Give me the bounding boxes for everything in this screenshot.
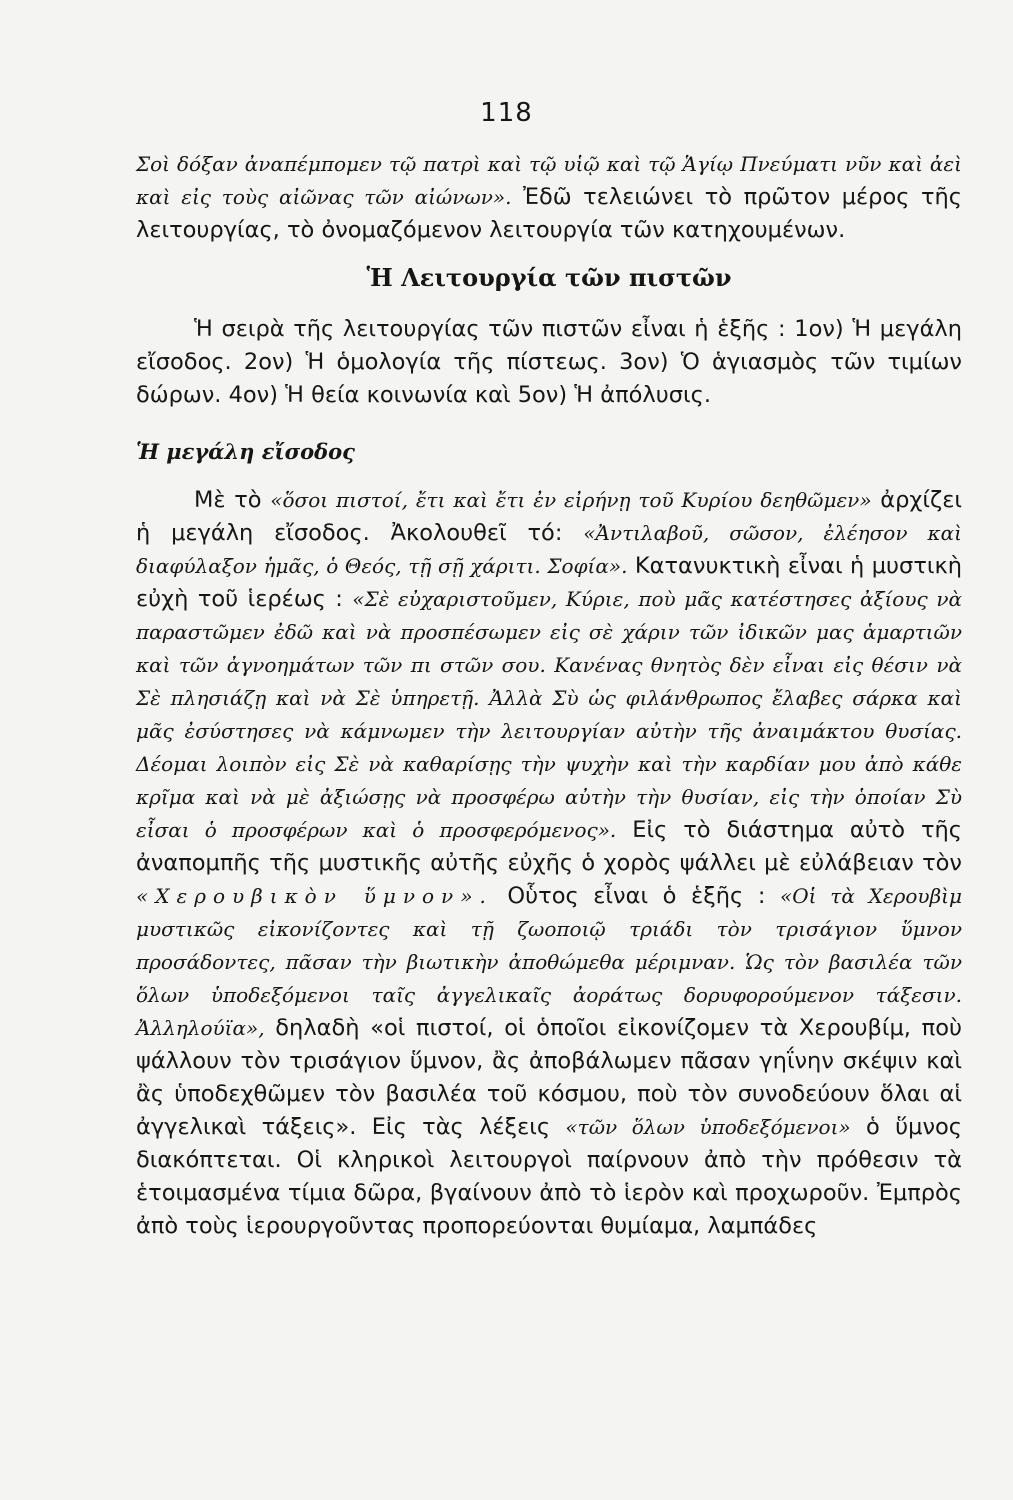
- page-body: [136, 148, 962, 1243]
- cherubic-hymn-text: «Οἱ τὰ Χερουβὶμ μυστικῶς εἰκονίζοντες καὶ τῇ ζωοποιῷ τριάδι τὸν τρισάγιον ὕμνον προσάδοντες, πᾶσαν τὴν βιωτικὴν ἀποθώμεθα μέριμναν. Ὡς τὸν βασιλέα τῶν ὅλων ὑποδεξόμενοι ταῖς ἀγγελικαῖς ἀοράτως δορυφορούμενον τάξεσιν. Ἀλληλούϊα»,: [136, 884, 962, 1040]
- doxology-quote: Σοὶ δόξαν ἀναπέμπομεν τῷ πατρὶ καὶ τῷ υἱῷ καὶ τῷ Ἁγίῳ Πνεύματι νῦν καὶ ἀεὶ καὶ εἰς τοὺς αἰῶνας τῶν αἰώνων».: [136, 152, 962, 209]
- section-heading-liturgy-of-faithful: Ἡ Λειτουργία τῶν πιστῶν: [366, 263, 732, 292]
- paragraph-catechumens-end: [136, 148, 962, 247]
- paragraph-text: Ἐδῶ τελειώνει τὸ πρῶτον μέρος τῆς λειτουργίας, τὸ ὀνομαζόμενον λειτουργία τῶν κατηχουμένων.: [136, 184, 962, 243]
- paragraph-great-entrance: [136, 484, 962, 1243]
- quote-italic: «ὅσοι πιστοί, ἔτι καὶ ἔτι ἐν εἰρήνῃ τοῦ Κυρίου δεηθῶμεν»: [270, 488, 872, 512]
- quote-italic: «τῶν ὅλων ὑποδεξόμενοι»: [565, 1115, 851, 1139]
- page-number: 118: [480, 98, 533, 128]
- paragraph-text: δηλαδὴ «οἱ πιστοί, οἱ ὁποῖοι εἰκονίζομεν τὰ Χερουβίμ, ποὺ ψάλλουν τὸν τρισάγιον ὕμνον, ἂς ἀποβάλωμεν πᾶσαν γηΐνην σκέψιν καὶ ἂς ὑποδεχθῶμεν τὸν βασιλέα τοῦ κόσμου, ποὺ τὸν συνοδεύουν ὅλαι αἱ ἀγγελικαὶ τάξεις». Εἰς τὰς λέξεις: [136, 1015, 962, 1140]
- paragraph-text: ὁ ὕμνος διακόπτεται. Οἱ κληρικοὶ λειτουργοὶ παίρνουν ἀπὸ τὴν πρόθεσιν τὰ ἑτοιμασμένα τίμια δῶρα, βγαίνουν ἀπὸ τὸ ἱερὸν καὶ προχωροῦν. Ἐμπρὸς ἀπὸ τοὺς ἱερουργοῦντας προπορεύονται θυμίαμα, λαμπάδες: [136, 1114, 962, 1239]
- paragraph-text: Εἰς τὸ διάστημα αὐτὸ τῆς ἀναπομπῆς τῆς μυστικῆς αὐτῆς εὐχῆς ὁ χορὸς ψάλλει μὲ εὐλάβειαν τὸν: [136, 817, 962, 876]
- paragraph-text: Μὲ τὸ: [194, 487, 271, 513]
- paragraph-order-of-liturgy: Ἡ σειρὰ τῆς λειτουργίας τῶν πιστῶν εἶναι ἡ ἑξῆς : 1ον) Ἡ μεγάλη εἴσοδος. 2ον) Ἡ ὁμολογία τῆς πίστεως. 3ον) Ὁ ἁγιασμὸς τῶν τιμίων δώρων. 4ον) Ἡ θεία κοινωνία καὶ 5ον) Ἡ ἀπόλυσις.: [136, 316, 962, 408]
- section-heading-great-entrance: Ἡ μεγάλη εἴσοδος: [136, 439, 355, 464]
- paragraph-text: Κατανυκτικὴ εἶναι ἡ μυστικὴ εὐχὴ τοῦ ἱερέως :: [136, 553, 962, 612]
- quote-italic: «Ἀντιλαβοῦ, σῶσον, ἐλέησον καὶ διαφύλαξον ἡμᾶς, ὁ Θεός, τῇ σῇ χάριτι. Σοφία».: [136, 521, 962, 578]
- prayer-quote: «Σὲ εὐχαριστοῦμεν, Κύριε, ποὺ μᾶς κατέστησες ἀξίους νὰ παραστῶμεν ἐδῶ καὶ νὰ προσπέσωμεν εἰς σὲ χάριν τῶν ἰδικῶν μας ἁμαρτιῶν καὶ τῶν ἀγνοημάτων τῶν πι στῶν σου. Κανένας θνητὸς δὲν εἶναι εἰς θέσιν νὰ Σὲ πλησιάζῃ καὶ νὰ Σὲ ὑπηρετῇ. Ἀλλὰ Σὺ ὡς φιλάνθρωπος ἔλαβες σάρκα καὶ μᾶς ἐσύστησες νὰ κάμνωμεν τὴν λειτουργίαν αὐτὴν τῆς ἀναιμάκτου θυσίας. Δέομαι λοιπὸν εἰς Σὲ νὰ καθαρίσῃς τὴν ψυχὴν καὶ τὴν καρδίαν μου ἀπὸ κάθε κρῖμα καὶ νὰ μὲ ἀξιώσῃς νὰ προσφέρω αὐτὴν τὴν θυσίαν, εἰς τὴν ὁποίαν Σὺ εἶσαι ὁ προσφέρων καὶ ὁ προσφερόμενος».: [136, 587, 962, 842]
- paragraph-text: Οὗτος εἶναι ὁ ἑξῆς :: [492, 883, 780, 909]
- cherubic-hymn-title: «Χερουβικὸν ὕμνον».: [136, 884, 493, 908]
- paragraph-text: ἀρχίζει ἡ μεγάλη εἴσοδος. Ἀκολουθεῖ τό:: [136, 487, 963, 546]
